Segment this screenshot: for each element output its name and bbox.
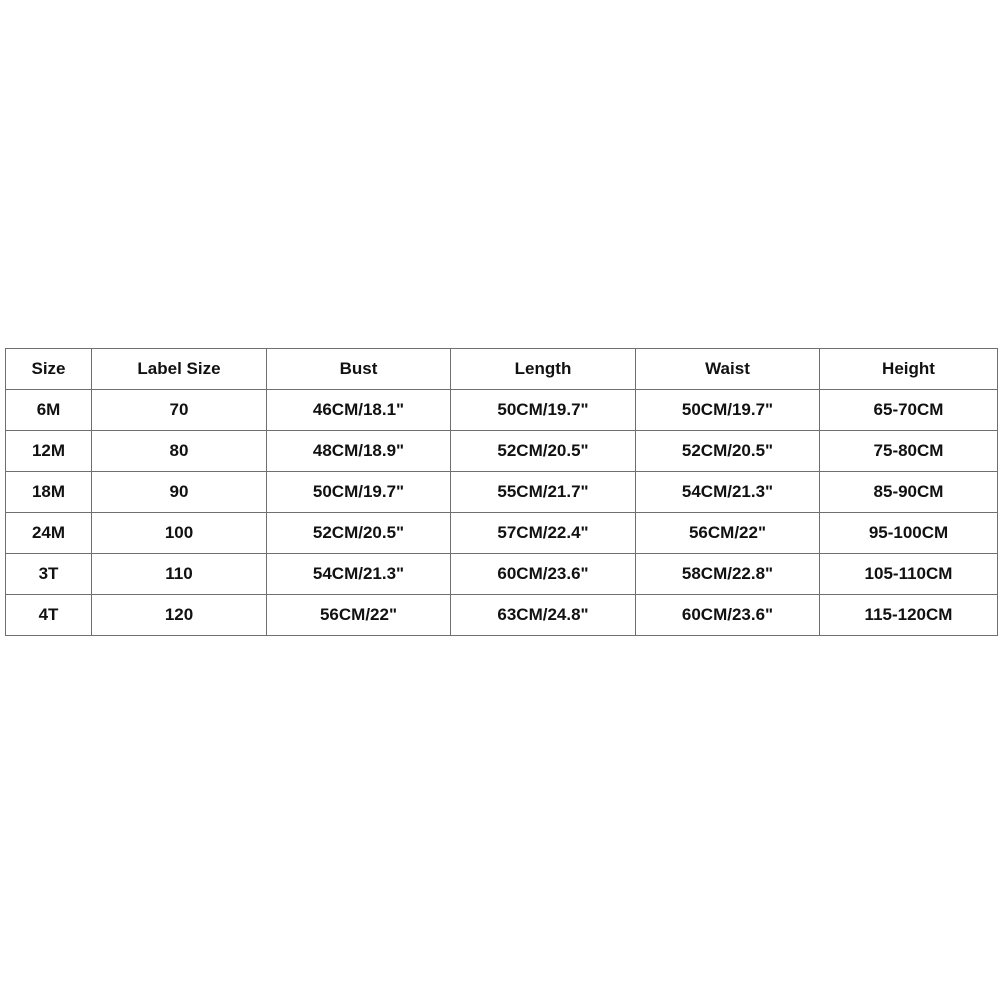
cell-waist: 60CM/23.6" — [636, 595, 820, 636]
cell-label-size: 120 — [92, 595, 267, 636]
table-row — [6, 513, 998, 554]
cell-label-size: 110 — [92, 554, 267, 595]
cell-bust: 56CM/22" — [267, 595, 451, 636]
table-body — [6, 390, 998, 636]
cell-size: 12M — [6, 431, 92, 472]
table-row — [6, 431, 998, 472]
cell-length: 52CM/20.5" — [451, 431, 636, 472]
cell-size: 3T — [6, 554, 92, 595]
cell-height: 105-110CM — [820, 554, 998, 595]
cell-bust: 48CM/18.9" — [267, 431, 451, 472]
cell-height: 75-80CM — [820, 431, 998, 472]
cell-label-size: 100 — [92, 513, 267, 554]
cell-size: 4T — [6, 595, 92, 636]
cell-length: 63CM/24.8" — [451, 595, 636, 636]
cell-waist: 50CM/19.7" — [636, 390, 820, 431]
header-length: Length — [451, 349, 636, 390]
table-row — [6, 390, 998, 431]
table-header — [6, 349, 998, 390]
header-size: Size — [6, 349, 92, 390]
header-row — [6, 349, 998, 390]
cell-waist: 56CM/22" — [636, 513, 820, 554]
cell-bust: 54CM/21.3" — [267, 554, 451, 595]
cell-waist: 54CM/21.3" — [636, 472, 820, 513]
cell-height: 85-90CM — [820, 472, 998, 513]
cell-height: 95-100CM — [820, 513, 998, 554]
cell-bust: 46CM/18.1" — [267, 390, 451, 431]
header-label-size: Label Size — [92, 349, 267, 390]
table-row — [6, 472, 998, 513]
cell-length: 60CM/23.6" — [451, 554, 636, 595]
table-row — [6, 554, 998, 595]
header-height: Height — [820, 349, 998, 390]
header-waist: Waist — [636, 349, 820, 390]
cell-bust: 52CM/20.5" — [267, 513, 451, 554]
cell-label-size: 70 — [92, 390, 267, 431]
cell-size: 6M — [6, 390, 92, 431]
cell-length: 57CM/22.4" — [451, 513, 636, 554]
size-chart-table — [5, 348, 998, 636]
cell-length: 55CM/21.7" — [451, 472, 636, 513]
cell-size: 18M — [6, 472, 92, 513]
cell-label-size: 90 — [92, 472, 267, 513]
cell-bust: 50CM/19.7" — [267, 472, 451, 513]
table-row — [6, 595, 998, 636]
cell-length: 50CM/19.7" — [451, 390, 636, 431]
cell-waist: 52CM/20.5" — [636, 431, 820, 472]
cell-height: 65-70CM — [820, 390, 998, 431]
cell-size: 24M — [6, 513, 92, 554]
header-bust: Bust — [267, 349, 451, 390]
cell-height: 115-120CM — [820, 595, 998, 636]
cell-waist: 58CM/22.8" — [636, 554, 820, 595]
cell-label-size: 80 — [92, 431, 267, 472]
